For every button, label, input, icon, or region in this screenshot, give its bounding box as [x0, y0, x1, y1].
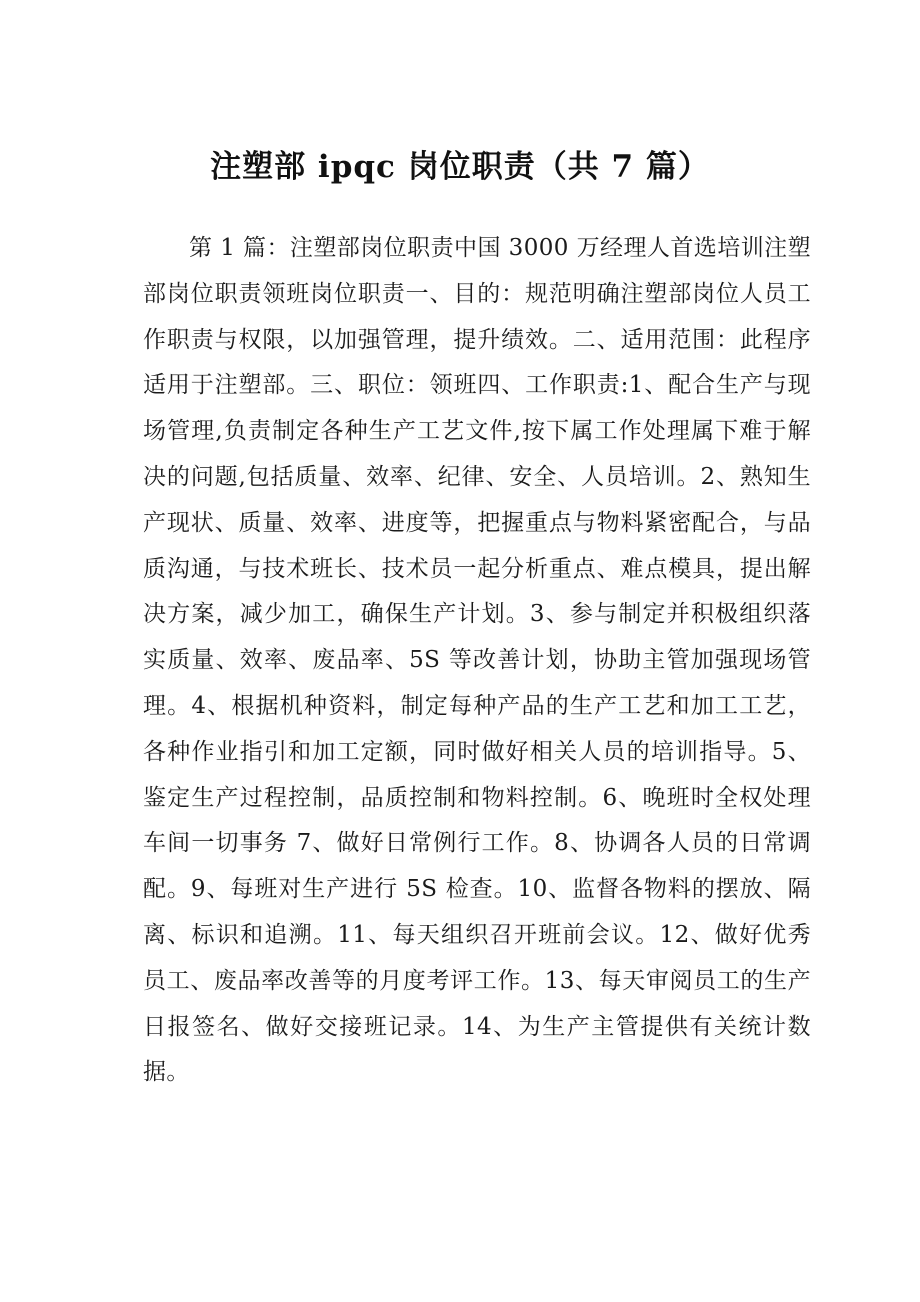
- document-title: 注塑部 ipqc 岗位职责（共 7 篇）: [210, 149, 710, 185]
- document-body-paragraph: 第 1 篇：注塑部岗位职责中国 3000 万经理人首选培训注塑部岗位职责领班岗位职责一、目的：规范明确注塑部岗位人员工作职责与权限，以加强管理，提升绩效。二、适用范围：此程序适用于注塑部。三、职位：领班四、工作职责:1、配合生产与现场管理,负责制定各种生产工艺文件,按下属工作处理属下难于解决的问题,包括质量、效率、纪律、安全、人员培训。2、熟知生产现状、质量、效率、进度等，把握重点与物料紧密配合，与品质沟通，与技术班长、技术员一起分析重点、难点模具，提出解决方案，减少加工，确保生产计划。3、参与制定并积极组织落实质量、效率、废品率、5S 等改善计划，协助主管加强现场管理。4、根据机种资料，制定每种产品的生产工艺和加工工艺，各种作业指引和加工定额，同时做好相关人员的培训指导。5、鉴定生产过程控制，品质控制和物料控制。6、晚班时全权处理车间一切事务 7、做好日常例行工作。8、协调各人员的日常调配。9、每班对生产进行 5S 检查。10、监督各物料的摆放、隔离、标识和追溯。11、每天组织召开班前会议。12、做好优秀员工、废品率改善等的月度考评工作。13、每天审阅员工的生产日报签名、做好交接班记录。14、为生产主管提供有关统计数据。: [143, 235, 811, 1086]
